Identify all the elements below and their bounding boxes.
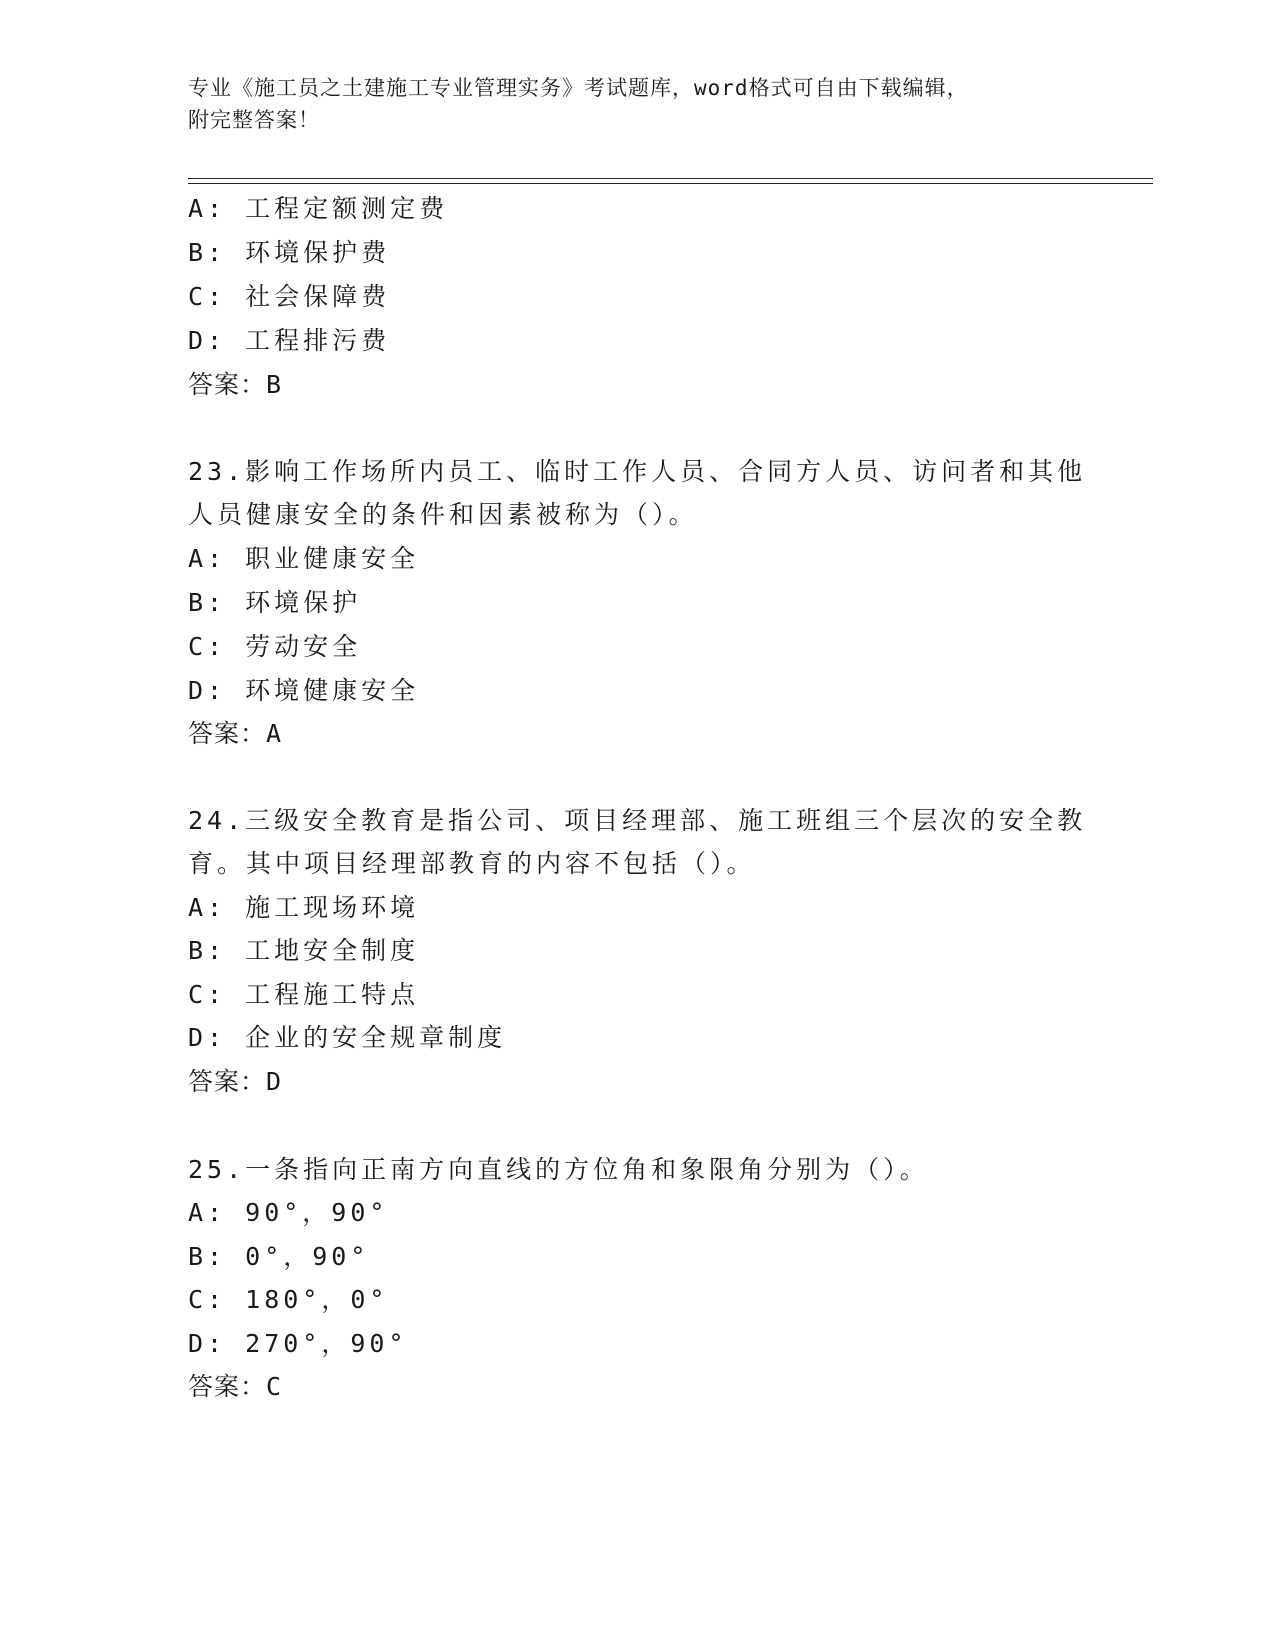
q23-option-d: D: 环境健康安全	[188, 676, 420, 705]
header-title-line1: 专业《施工员之土建施工专业管理实务》考试题库，word格式可自由下载编辑，	[188, 76, 969, 100]
q24-option-c: C: 工程施工特点	[188, 980, 420, 1009]
q22-answer: 答案：B	[188, 370, 283, 399]
q25-stem-line1: 25.一条指向正南方向直线的方位角和象限角分别为（）。	[188, 1155, 929, 1184]
q24-option-a: A: 施工现场环境	[188, 893, 420, 922]
header-title-line2: 附完整答案！	[188, 108, 320, 132]
header-divider-top	[188, 178, 1153, 179]
header-divider-bottom	[188, 183, 1153, 184]
q23-option-c: C: 劳动安全	[188, 632, 362, 661]
q22-option-b: B: 环境保护费	[188, 238, 391, 267]
q23-option-a: A: 职业健康安全	[188, 544, 420, 573]
q24-stem-line2: 育。其中项目经理部教育的内容不包括（）。	[188, 849, 756, 878]
q24-answer: 答案：D	[188, 1067, 283, 1096]
q24-option-d: D: 企业的安全规章制度	[188, 1023, 507, 1052]
q22-option-d: D: 工程排污费	[188, 326, 391, 355]
q24-option-b: B: 工地安全制度	[188, 936, 420, 965]
q25-option-d: D: 270°，90°	[188, 1329, 408, 1358]
document-header	[188, 72, 1068, 136]
q24-stem-line1: 24.三级安全教育是指公司、项目经理部、施工班组三个层次的安全教	[188, 806, 1087, 835]
q22-option-c: C: 社会保障费	[188, 282, 391, 311]
q23-answer: 答案：A	[188, 719, 283, 748]
q23-stem-line2: 人员健康安全的条件和因素被称为（）。	[188, 500, 698, 529]
q25-option-b: B: 0°，90°	[188, 1242, 370, 1271]
q25-option-c: C: 180°，0°	[188, 1285, 389, 1314]
q22-option-a: A: 工程定额测定费	[188, 194, 449, 223]
q23-option-b: B: 环境保护	[188, 588, 362, 617]
q23-stem-line1: 23.影响工作场所内员工、临时工作人员、合同方人员、访问者和其他	[188, 457, 1087, 486]
q25-answer: 答案：C	[188, 1372, 283, 1401]
q25-option-a: A: 90°，90°	[188, 1198, 389, 1227]
